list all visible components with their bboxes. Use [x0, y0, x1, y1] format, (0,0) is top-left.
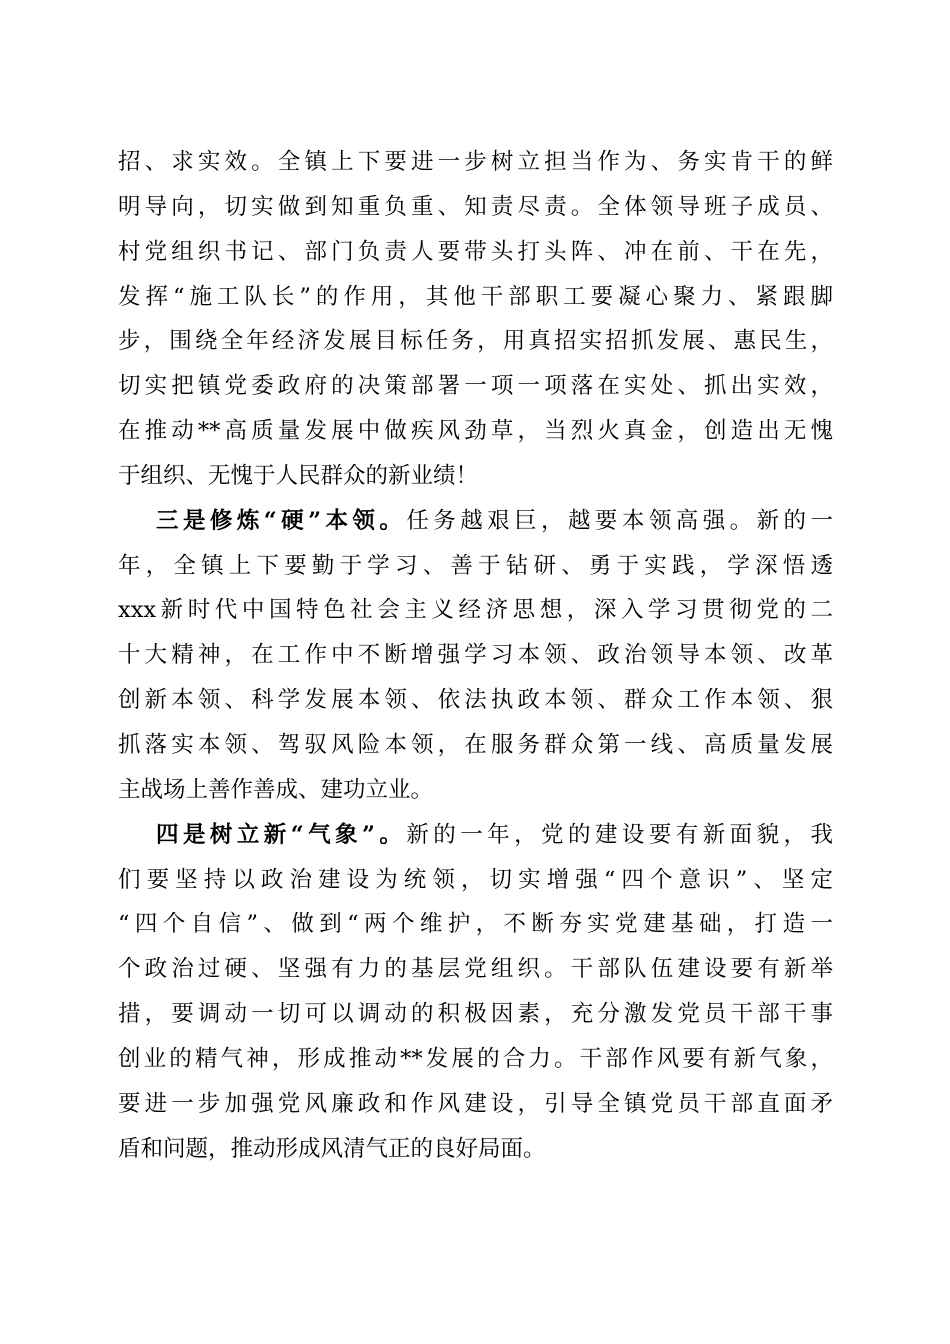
text-line: xxx新时代中国特色社会主义经济思想，深入学习贯彻党的二 [118, 597, 833, 624]
paragraph-new-atmosphere [118, 813, 833, 1172]
paragraph-text: 任务越艰巨，越要本领高强。新的一 [406, 507, 833, 534]
text-line: 主战场上善作善成、建功立业。 [118, 776, 434, 803]
text-line: 明导向，切实做到知重负重、知责尽责。全体领导班子成员、 [118, 193, 833, 220]
text-line: 个政治过硬、坚强有力的基层党组织。干部队伍建设要有新举 [118, 956, 833, 983]
paragraph-continuation [118, 140, 833, 499]
paragraph-first-line [118, 813, 833, 858]
text-line: 年，全镇上下要勤于学习、善于钻研、勇于实践，学深悟透 [118, 552, 833, 579]
paragraph-hone-skills [118, 499, 833, 813]
text-line: 切实把镇党委政府的决策部署一项一项落在实处、抓出实效， [118, 373, 833, 400]
text-line: 创业的精气神，形成推动**发展的合力。干部作风要有新气象， [118, 1045, 833, 1072]
text-line: 抓落实本领、驾驭风险本领，在服务群众第一线、高质量发展 [118, 731, 833, 758]
text-line: 步，围绕全年经济发展目标任务，用真招实招抓发展、惠民生， [118, 328, 833, 355]
text-line: 于组织、无愧于人民群众的新业绩！ [118, 462, 479, 489]
text-line: 创新本领、科学发展本领、依法执政本领、群众工作本领、狠 [118, 687, 833, 714]
document-body [118, 140, 833, 1171]
text-line: 村党组织书记、部门负责人要带头打头阵、冲在前、干在先， [118, 238, 833, 265]
paragraph-heading: 三是修炼“硬”本领。 [156, 507, 407, 534]
text-line: 在推动**高质量发展中做疾风劲草，当烈火真金，创造出无愧 [118, 418, 833, 445]
text-line: 措，要调动一切可以调动的积极因素，充分激发党员干部干事 [118, 1001, 833, 1028]
text-line: “四个自信”、做到“两个维护，不断夯实党建基础，打造一 [118, 911, 833, 938]
text-line: 们要坚持以政治建设为统领，切实增强“四个意识”、坚定 [118, 866, 833, 893]
text-line: 十大精神，在工作中不断增强学习本领、政治领导本领、改革 [118, 642, 833, 669]
paragraph-first-line [118, 499, 833, 544]
text-line: 盾和问题，推动形成风清气正的良好局面。 [118, 1135, 546, 1162]
paragraph-heading: 四是树立新“气象”。 [156, 821, 407, 848]
paragraph-text: 新的一年，党的建设要有新面貌，我 [406, 821, 833, 848]
text-line: 发挥“施工队长”的作用，其他干部职工要凝心聚力、紧跟脚 [118, 283, 833, 310]
text-line: 招、求实效。全镇上下要进一步树立担当作为、务实肯干的鲜 [118, 149, 833, 175]
text-line: 要进一步加强党风廉政和作风建设，引导全镇党员干部直面矛 [118, 1090, 833, 1117]
